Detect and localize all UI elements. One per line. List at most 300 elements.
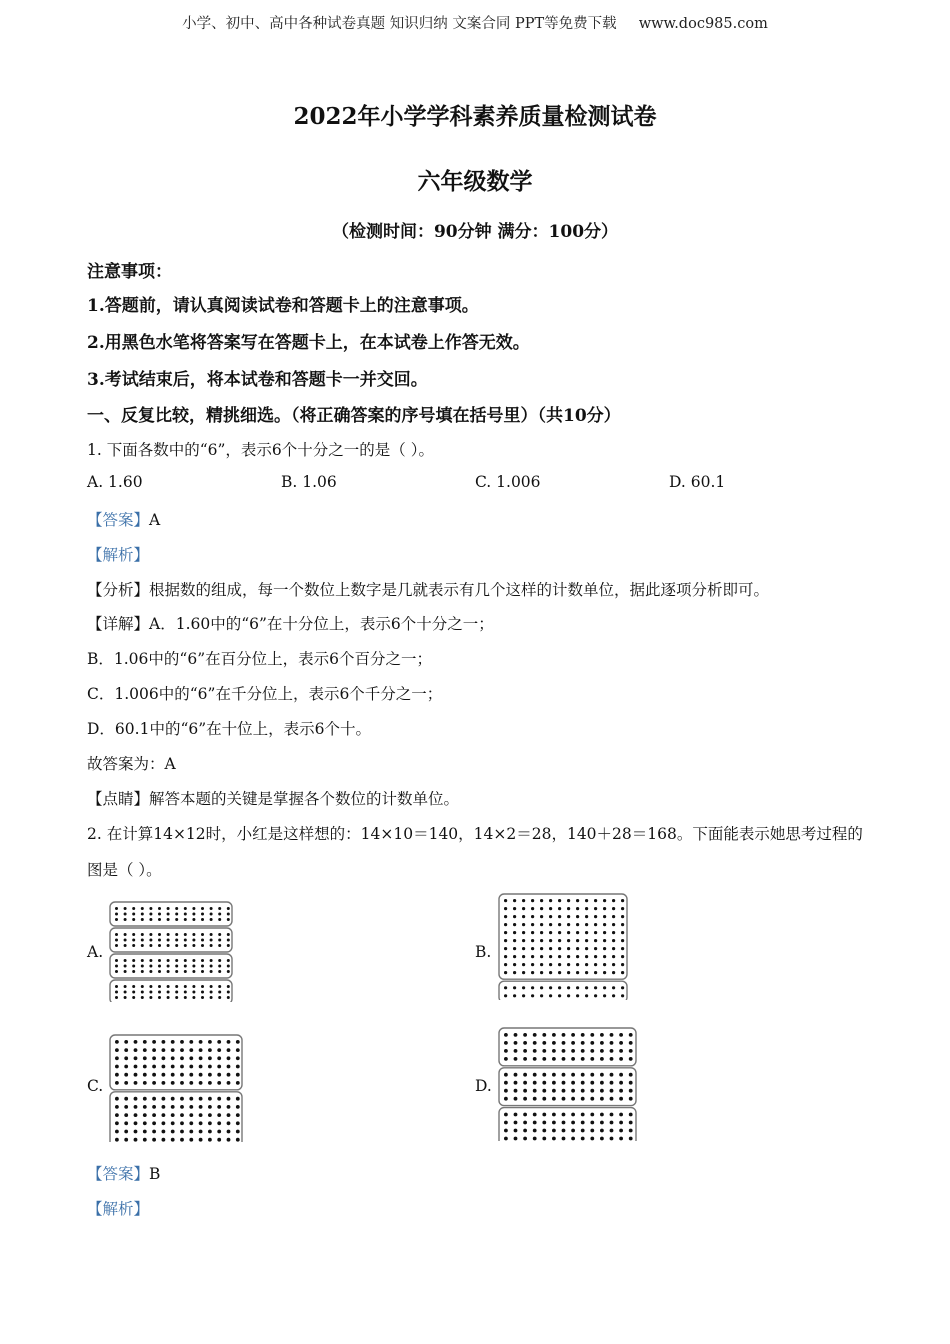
dot	[612, 899, 615, 902]
dot	[152, 1048, 156, 1052]
dot	[612, 907, 615, 910]
dot	[562, 1033, 566, 1037]
dot	[600, 1073, 604, 1077]
dot	[513, 939, 516, 942]
dot	[590, 1097, 594, 1101]
dot	[612, 994, 615, 997]
dot	[124, 907, 127, 910]
dot	[180, 1121, 184, 1125]
dot	[134, 1048, 138, 1052]
dot	[612, 923, 615, 926]
dot	[514, 1113, 518, 1117]
answer-tag: 【答案】	[87, 511, 150, 529]
dot	[621, 986, 624, 989]
dot	[227, 1138, 231, 1142]
q2-option-c-label: C.	[87, 1077, 104, 1095]
dot	[192, 939, 195, 942]
dot	[562, 1089, 566, 1093]
dot-array-figure-c	[108, 1033, 246, 1142]
dot	[158, 970, 161, 973]
dot	[175, 913, 178, 916]
answer-value: A	[149, 511, 161, 529]
dot	[531, 907, 534, 910]
dot	[217, 1056, 221, 1060]
dot	[208, 1105, 212, 1109]
dot	[542, 1073, 546, 1077]
dot	[199, 1138, 203, 1142]
dot	[115, 1113, 119, 1117]
dot	[218, 907, 221, 910]
dot	[514, 1073, 518, 1077]
dot	[149, 959, 152, 962]
dot	[115, 1065, 119, 1069]
dot	[124, 1048, 128, 1052]
dot	[549, 907, 552, 910]
dot-array-figure-a	[108, 900, 236, 1002]
dot	[542, 1121, 546, 1125]
dot	[504, 907, 507, 910]
dot	[610, 1113, 614, 1117]
dot	[141, 944, 144, 947]
dot	[552, 1033, 556, 1037]
dot	[621, 899, 624, 902]
dot	[540, 899, 543, 902]
dot	[210, 944, 213, 947]
dot	[210, 918, 213, 921]
dot	[540, 994, 543, 997]
dot	[590, 1033, 594, 1037]
dot	[567, 986, 570, 989]
dot	[621, 907, 624, 910]
dot	[619, 1129, 623, 1133]
dot	[504, 931, 507, 934]
dot	[504, 1081, 508, 1085]
dot	[610, 1129, 614, 1133]
dot	[184, 913, 187, 916]
dot	[603, 947, 606, 950]
dot	[603, 986, 606, 989]
dot	[522, 963, 525, 966]
xiangjie-tag: 【详解】	[87, 615, 150, 633]
dot	[162, 1097, 166, 1101]
dot	[189, 1138, 193, 1142]
dot	[152, 1081, 156, 1085]
dot	[167, 944, 170, 947]
dot	[152, 1040, 156, 1044]
dot	[201, 933, 204, 936]
dot	[192, 907, 195, 910]
dot	[236, 1121, 240, 1125]
dot	[585, 939, 588, 942]
dot	[513, 947, 516, 950]
dot	[189, 1121, 193, 1125]
dot	[504, 1113, 508, 1117]
dot	[199, 1040, 203, 1044]
dot	[619, 1089, 623, 1093]
dot	[143, 1048, 147, 1052]
dot	[619, 1097, 623, 1101]
dot	[571, 1049, 575, 1053]
dot	[227, 1113, 231, 1117]
dot	[531, 915, 534, 918]
dot	[567, 994, 570, 997]
dot	[192, 996, 195, 999]
dot	[576, 931, 579, 934]
dot	[552, 1129, 556, 1133]
dot	[152, 1097, 156, 1101]
dot-group-1	[499, 1028, 636, 1066]
dot	[236, 1130, 240, 1134]
dot	[189, 1113, 193, 1117]
dot	[115, 913, 118, 916]
dot	[629, 1041, 633, 1045]
q1-line-b: B．1.06中的“6”在百分位上，表示6个百分之一；	[87, 650, 432, 668]
dot	[201, 996, 204, 999]
dot	[175, 959, 178, 962]
dot	[158, 991, 161, 994]
dot	[192, 959, 195, 962]
dot	[603, 994, 606, 997]
dot	[218, 996, 221, 999]
dot	[612, 915, 615, 918]
dot	[522, 971, 525, 974]
q1-option-b: B. 1.06	[281, 473, 337, 491]
dot	[124, 1121, 128, 1125]
q1-dianjing	[87, 787, 459, 809]
dot	[227, 907, 230, 910]
dot	[558, 955, 561, 958]
dot	[504, 899, 507, 902]
dot	[581, 1033, 585, 1037]
dot	[533, 1041, 537, 1045]
dot	[152, 1056, 156, 1060]
dot	[522, 947, 525, 950]
dot	[184, 918, 187, 921]
dot	[171, 1138, 175, 1142]
dot	[167, 913, 170, 916]
dot	[171, 1113, 175, 1117]
dot	[199, 1121, 203, 1125]
dot	[143, 1073, 147, 1077]
dot	[132, 913, 135, 916]
dot	[201, 907, 204, 910]
header-site[interactable]: www.doc985.com	[638, 16, 768, 32]
dot	[152, 1105, 156, 1109]
dot	[581, 1041, 585, 1045]
dot	[236, 1081, 240, 1085]
dot	[175, 965, 178, 968]
dot	[585, 947, 588, 950]
dot	[175, 939, 178, 942]
dot	[610, 1073, 614, 1077]
dot	[558, 994, 561, 997]
dot	[531, 994, 534, 997]
dot	[585, 994, 588, 997]
dot	[531, 923, 534, 926]
dot	[227, 970, 230, 973]
dot	[629, 1033, 633, 1037]
dot	[199, 1130, 203, 1134]
dot	[621, 994, 624, 997]
dot	[523, 1121, 527, 1125]
dot	[227, 1097, 231, 1101]
dot	[208, 1040, 212, 1044]
dot	[594, 971, 597, 974]
dot	[514, 1041, 518, 1045]
dot	[175, 991, 178, 994]
dot	[115, 944, 118, 947]
dot	[514, 1033, 518, 1037]
dot	[115, 1105, 119, 1109]
dot	[562, 1041, 566, 1045]
dot	[514, 1137, 518, 1141]
dot	[504, 1097, 508, 1101]
dot	[217, 1097, 221, 1101]
dot	[115, 933, 118, 936]
dot	[523, 1097, 527, 1101]
dot	[192, 991, 195, 994]
dot	[115, 939, 118, 942]
dot	[549, 915, 552, 918]
note-1: 1.答题前，请认真阅读试卷和答题卡上的注意事项。	[87, 296, 479, 316]
dot	[171, 1105, 175, 1109]
dot	[600, 1041, 604, 1045]
fenxi-tag: 【分析】	[87, 581, 150, 599]
dot	[576, 923, 579, 926]
dot	[201, 991, 204, 994]
dot	[571, 1097, 575, 1101]
dot	[162, 1056, 166, 1060]
dot	[621, 939, 624, 942]
dot	[581, 1129, 585, 1133]
dot	[549, 939, 552, 942]
dot	[540, 955, 543, 958]
dot	[594, 899, 597, 902]
q1-fenxi	[87, 578, 769, 600]
dot	[132, 918, 135, 921]
dot	[558, 915, 561, 918]
q1-answer	[87, 508, 160, 530]
dot	[180, 1097, 184, 1101]
dot	[590, 1113, 594, 1117]
dot	[167, 991, 170, 994]
page-header	[0, 12, 950, 33]
dot	[132, 907, 135, 910]
dot	[210, 907, 213, 910]
dot	[603, 939, 606, 942]
dot	[115, 991, 118, 994]
dot	[576, 994, 579, 997]
dot	[603, 907, 606, 910]
q1-analysis-tag: 【解析】	[87, 546, 150, 564]
dot	[167, 918, 170, 921]
dot	[143, 1065, 147, 1069]
dot	[192, 970, 195, 973]
dot	[594, 939, 597, 942]
dot	[115, 1121, 119, 1125]
dot	[504, 994, 507, 997]
dot	[162, 1065, 166, 1069]
answer-value: B	[149, 1165, 161, 1183]
dot	[610, 1041, 614, 1045]
dot	[124, 970, 127, 973]
dot-group-1	[499, 894, 627, 979]
dot	[576, 986, 579, 989]
dot	[513, 907, 516, 910]
dot	[192, 918, 195, 921]
dot	[585, 955, 588, 958]
dot	[603, 931, 606, 934]
dot	[227, 965, 230, 968]
dot	[189, 1130, 193, 1134]
dot	[184, 933, 187, 936]
dot	[162, 1040, 166, 1044]
dot	[167, 907, 170, 910]
dot	[590, 1049, 594, 1053]
dot	[629, 1073, 633, 1077]
dot	[542, 1137, 546, 1141]
dot	[158, 965, 161, 968]
dot	[218, 970, 221, 973]
dot	[227, 1081, 231, 1085]
dot	[208, 1073, 212, 1077]
dot	[531, 939, 534, 942]
dot	[542, 1049, 546, 1053]
dot	[542, 1113, 546, 1117]
dot	[612, 963, 615, 966]
dot	[533, 1129, 537, 1133]
dot	[513, 971, 516, 974]
dot	[184, 985, 187, 988]
dot	[201, 970, 204, 973]
dot	[514, 1081, 518, 1085]
dot	[227, 913, 230, 916]
dot	[621, 915, 624, 918]
dot	[594, 931, 597, 934]
dot	[167, 939, 170, 942]
dot	[141, 913, 144, 916]
dot	[562, 1049, 566, 1053]
dot	[124, 913, 127, 916]
dot	[540, 907, 543, 910]
dot	[549, 947, 552, 950]
dot	[124, 965, 127, 968]
dot	[533, 1137, 537, 1141]
dot	[522, 939, 525, 942]
dot	[594, 986, 597, 989]
dot	[124, 1113, 128, 1117]
dot	[514, 1097, 518, 1101]
dianjing-text: 解答本题的关键是掌握各个数位的计数单位。	[149, 790, 460, 808]
dot	[513, 915, 516, 918]
dot	[533, 1049, 537, 1053]
dot	[236, 1113, 240, 1117]
dot	[549, 986, 552, 989]
dot	[549, 994, 552, 997]
dot	[227, 1130, 231, 1134]
dot	[115, 1130, 119, 1134]
dot	[218, 965, 221, 968]
dot	[576, 947, 579, 950]
dot	[180, 1073, 184, 1077]
dot	[576, 939, 579, 942]
dot	[158, 944, 161, 947]
dot	[158, 985, 161, 988]
dot	[504, 971, 507, 974]
dot	[567, 915, 570, 918]
dot	[115, 1138, 119, 1142]
dot	[158, 939, 161, 942]
dot	[115, 965, 118, 968]
dot	[594, 994, 597, 997]
dot	[115, 918, 118, 921]
dot	[629, 1113, 633, 1117]
dot	[201, 913, 204, 916]
dot	[621, 963, 624, 966]
dot	[540, 915, 543, 918]
dot	[571, 1121, 575, 1125]
dot	[180, 1040, 184, 1044]
q1-option-c: C. 1.006	[475, 473, 541, 491]
dot	[180, 1048, 184, 1052]
dot	[552, 1073, 556, 1077]
dot	[523, 1129, 527, 1133]
dot	[134, 1040, 138, 1044]
dot	[227, 1073, 231, 1077]
dot	[504, 955, 507, 958]
dot-array-figure-d	[497, 1026, 640, 1141]
dot	[115, 1073, 119, 1077]
dot	[210, 965, 213, 968]
dot	[612, 986, 615, 989]
dot	[115, 1040, 119, 1044]
dot	[562, 1057, 566, 1061]
dot	[134, 1081, 138, 1085]
dot-group-2	[499, 981, 627, 1000]
dot	[227, 944, 230, 947]
dot	[603, 923, 606, 926]
dot	[610, 1137, 614, 1141]
dot	[558, 931, 561, 934]
dot-array-figure-b	[497, 892, 631, 1000]
dot	[158, 907, 161, 910]
dot	[132, 939, 135, 942]
dot	[504, 1089, 508, 1093]
dot	[603, 899, 606, 902]
dot	[180, 1056, 184, 1060]
dot-group-4	[110, 980, 232, 1002]
dot	[571, 1137, 575, 1141]
dot	[600, 1057, 604, 1061]
dot	[167, 996, 170, 999]
dot	[227, 1105, 231, 1109]
dot	[227, 1056, 231, 1060]
dot	[162, 1073, 166, 1077]
dot	[567, 923, 570, 926]
dot	[540, 947, 543, 950]
dot	[227, 1040, 231, 1044]
dot	[175, 918, 178, 921]
dot	[199, 1065, 203, 1069]
dot	[610, 1121, 614, 1125]
dot	[134, 1130, 138, 1134]
answer-tag: 【答案】	[87, 1165, 150, 1183]
dot	[619, 1057, 623, 1061]
dot	[621, 947, 624, 950]
dot	[522, 931, 525, 934]
dot	[158, 933, 161, 936]
dot	[192, 965, 195, 968]
